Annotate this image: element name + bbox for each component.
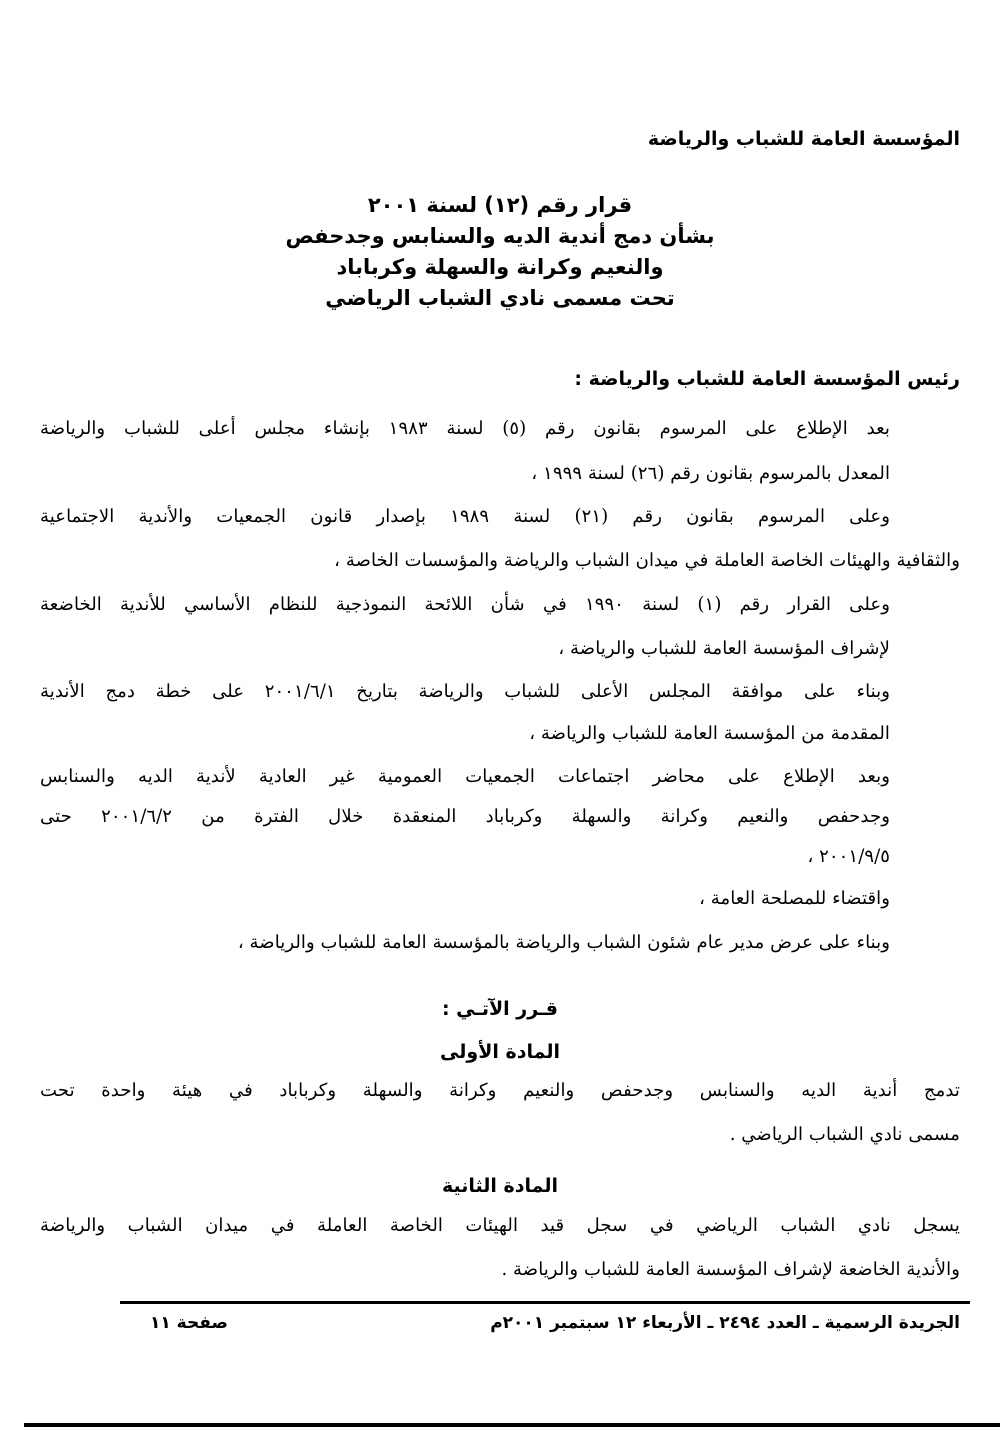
preamble-line: وعلى المرسوم بقانون رقم (٢١) لسنة ١٩٨٩ بإصدار قانون الجمعيات والأندية الاجتماعية — [40, 506, 890, 527]
preamble-line: ٢٠٠١/٩/٥ ، — [807, 846, 890, 867]
decree-title-line-2: بشأن دمج أندية الديه والسنابس وجدحفص — [285, 224, 715, 248]
decree-title-line-3: والنعيم وكرانة والسهلة وكرباباد — [336, 255, 664, 279]
preamble-line: المعدل بالمرسوم بقانون رقم (٢٦) لسنة ١٩٩٩ ، — [531, 463, 890, 484]
decree-title-line-4: تحت مسمى نادي الشباب الرياضي — [325, 286, 675, 310]
article-1-text: تدمج أندية الديه والسنابس وجدحفص والنعيم وكرانة والسهلة وكرباباد في هيئة واحدة تحت — [40, 1080, 960, 1101]
preamble-line: وجدحفص والنعيم وكرانة والسهلة وكرباباد المنعقدة خلال الفترة من ٢٠٠١/٦/٢ حتى — [40, 806, 890, 827]
article-2-text: والأندية الخاضعة لإشراف المؤسسة العامة للشباب والرياضة . — [501, 1259, 960, 1280]
preamble-line: وعلى القرار رقم (١) لسنة ١٩٩٠ في شأن اللائحة النموذجية للنظام الأساسي للأندية الخاضعة — [40, 594, 890, 615]
preamble-line: وبناء على عرض مدير عام شئون الشباب والرياضة بالمؤسسة العامة للشباب والرياضة ، — [237, 932, 890, 953]
scan-bottom-edge — [24, 1423, 1000, 1427]
article-2-heading: المادة الثانية — [441, 1175, 559, 1197]
preamble-line: لإشراف المؤسسة العامة للشباب والرياضة ، — [558, 638, 890, 659]
preamble-line: واقتضاء للمصلحة العامة ، — [699, 888, 890, 909]
article-1-text: مسمى نادي الشباب الرياضي . — [729, 1124, 960, 1145]
preamble-line: المقدمة من المؤسسة العامة للشباب والرياضة ، — [529, 723, 890, 744]
preamble-line: والثقافية والهيئات الخاصة العاملة في ميدان الشباب والرياضة والمؤسسات الخاصة ، — [334, 550, 960, 571]
issuer-heading: رئيس المؤسسة العامة للشباب والرياضة : — [574, 368, 960, 390]
gazette-footer: الجريدة الرسمية ـ العدد ٢٤٩٤ ـ الأربعاء ١٢ سبتمبر ٢٠٠١م — [490, 1313, 960, 1333]
organization-header: المؤسسة العامة للشباب والرياضة — [647, 128, 960, 150]
preamble-line: بعد الإطلاع على المرسوم بقانون رقم (٥) لسنة ١٩٨٣ بإنشاء مجلس أعلى للشباب والرياضة — [40, 418, 890, 439]
article-2-text: يسجل نادي الشباب الرياضي في سجل قيد الهيئات الخاصة العاملة في ميدان الشباب والرياضة — [40, 1215, 960, 1236]
preamble-line: وبعد الإطلاع على محاضر اجتماعات الجمعيات العمومية غير العادية لأندية الديه والسنابس — [40, 766, 890, 787]
article-1-heading: المادة الأولى — [440, 1041, 560, 1063]
page-number: صفحة ١١ — [150, 1313, 228, 1333]
decision-heading: قـرر الآتـي : — [441, 998, 559, 1020]
footer-divider — [120, 1301, 970, 1304]
decree-title — [0, 190, 1000, 314]
decree-title-line-1: قرار رقم (١٢) لسنة ٢٠٠١ — [367, 193, 633, 217]
preamble-line: وبناء على موافقة المجلس الأعلى للشباب والرياضة بتاريخ ٢٠٠١/٦/١ على خطة دمج الأندية — [40, 681, 891, 702]
